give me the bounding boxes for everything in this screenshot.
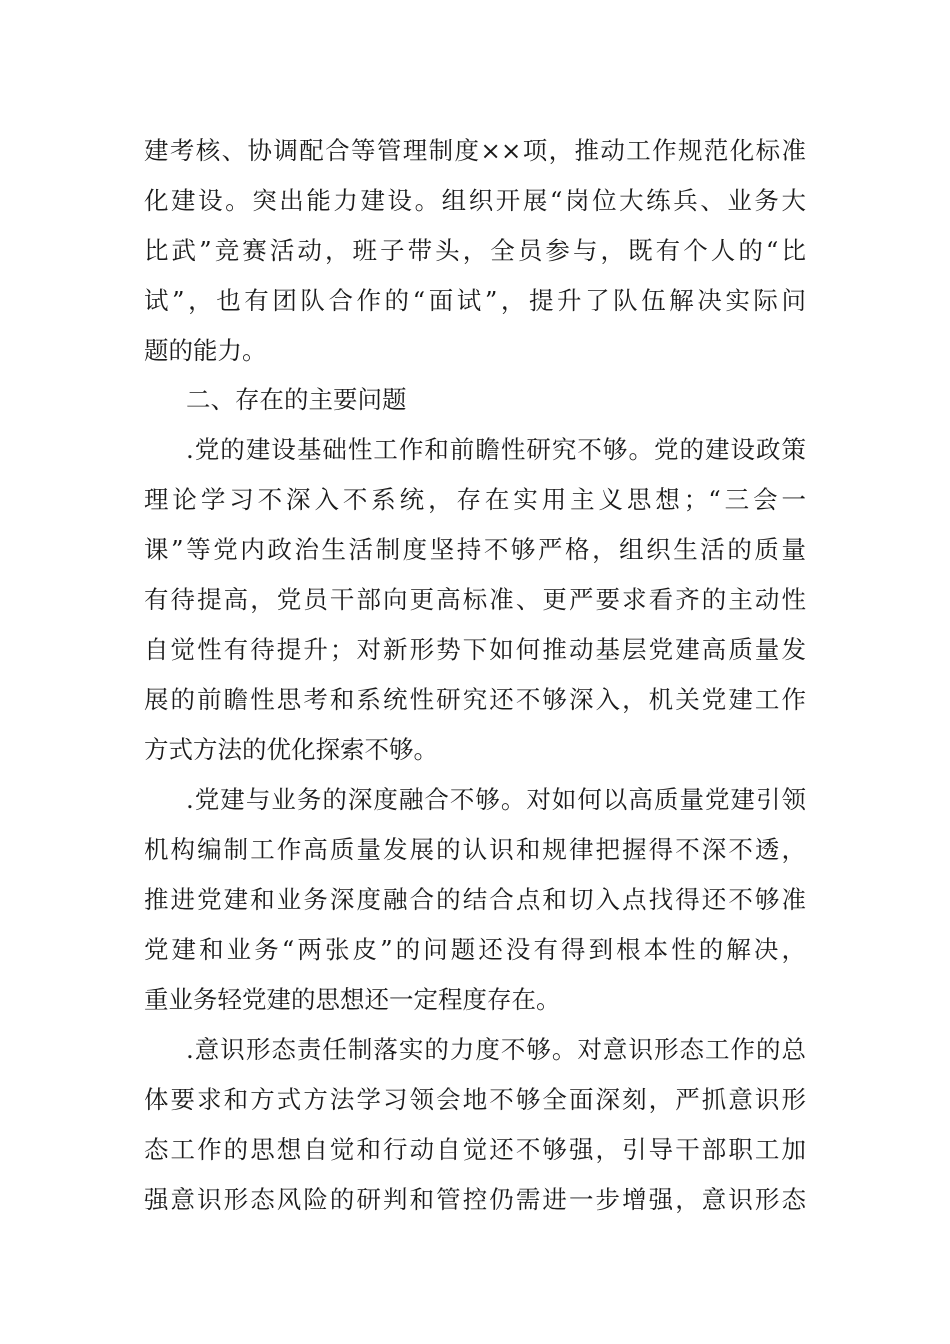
paragraph-line: 重业务轻党建的思想还一定程度存在。	[144, 985, 561, 1014]
paragraph-line: 态工作的思想自觉和行动自觉还不够强，引导干部职工加	[144, 1135, 806, 1164]
paragraph-line: 题的能力。	[144, 336, 267, 365]
paragraph-line: .意识形态责任制落实的力度不够。对意识形态工作的总	[186, 1035, 806, 1064]
paragraph-line: 展的前瞻性思考和系统性研究还不够深入，机关党建工作	[144, 685, 806, 714]
paragraph-line: 自觉性有待提升；对新形势下如何推动基层党建高质量发	[144, 635, 806, 664]
paragraph-line: 课”等党内政治生活制度坚持不够严格，组织生活的质量	[144, 535, 806, 564]
paragraph-line: 推进党建和业务深度融合的结合点和切入点找得还不够准	[144, 885, 806, 914]
paragraph-line: 建考核、协调配合等管理制度××项，推动工作规范化标准	[144, 136, 806, 165]
paragraph-line: 强意识形态风险的研判和管控仍需进一步增强，意识形态	[144, 1185, 806, 1214]
paragraph-line: 体要求和方式方法学习领会地不够全面深刻，严抓意识形	[144, 1085, 806, 1114]
paragraph-line: 党建和业务“两张皮”的问题还没有得到根本性的解决，	[144, 935, 806, 964]
paragraph-line: 试”，也有团队合作的“面试”，提升了队伍解决实际问	[144, 286, 806, 315]
paragraph-line: 机构编制工作高质量发展的认识和规律把握得不深不透，	[144, 835, 806, 864]
paragraph-line: 理论学习不深入不系统，存在实用主义思想；“三会一	[144, 485, 806, 514]
paragraph-line: .党建与业务的深度融合不够。对如何以高质量党建引领	[186, 785, 806, 814]
paragraph-line: 有待提高，党员干部向更高标准、更严要求看齐的主动性	[144, 585, 806, 614]
paragraph-line: .党的建设基础性工作和前瞻性研究不够。党的建设政策	[186, 435, 806, 464]
paragraph-line: 比武”竞赛活动，班子带头，全员参与，既有个人的“比	[144, 236, 806, 265]
paragraph-line: 化建设。突出能力建设。组织开展“岗位大练兵、业务大	[144, 186, 806, 215]
paragraph-line: 方式方法的优化探索不够。	[144, 735, 438, 764]
section-heading: 二、存在的主要问题	[186, 385, 407, 414]
